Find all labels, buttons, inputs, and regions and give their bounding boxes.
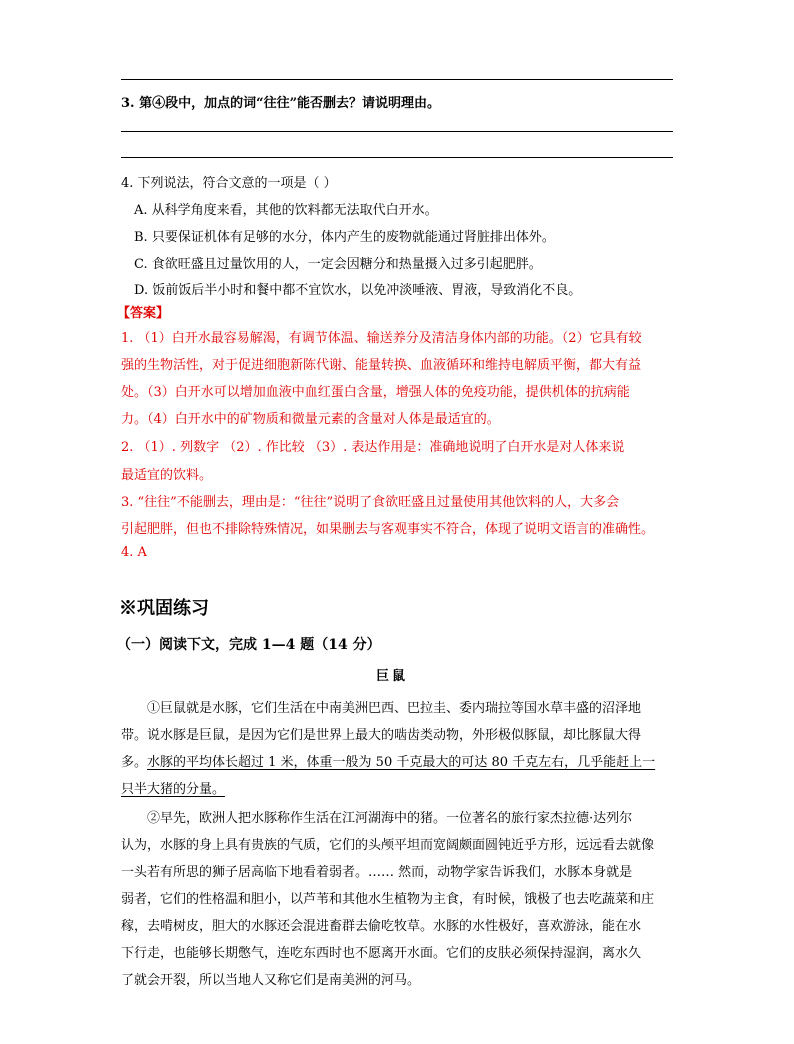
answer-line xyxy=(121,79,673,80)
paragraph-1-underlined: 只半大猪的分量。 xyxy=(121,782,226,797)
answer-line-text: 力。（4）白开水中的矿物质和微量元素的含量对人体是最适宜的。 xyxy=(121,412,500,427)
section-heading: （一）阅读下文，完成 1—4 题（14 分） xyxy=(117,637,381,653)
answer-line-text: 最适宜的饮料。 xyxy=(121,468,213,483)
answer-line-text: 4. A xyxy=(121,545,147,560)
question-3: 3. 第④段中，加点的词“往往”能否删去？请说明理由。 xyxy=(121,96,441,111)
paragraph-1-line: 带。说水豚是巨鼠，是因为它们是世界上最大的啮齿类动物，外形极似豚鼠，却比豚鼠大得 xyxy=(121,728,642,743)
paragraph-2-line: 弱者，它们的性格温和胆小，以芦苇和其他水生植物为主食，有时候，饿极了也去吃蔬菜和庄 xyxy=(121,892,655,907)
answer-line-text: 引起肥胖，但也不排除特殊情况，如果删去与客观事实不符合，体现了说明文语言的准确性。 xyxy=(121,522,655,537)
paragraph-2-line: 认为，水豚的身上具有贵族的气质，它们的头颅平坦而宽阔颇面圆钝近乎方形，远远看去就像 xyxy=(121,838,655,853)
paragraph-1-line: 多。 xyxy=(121,755,148,770)
answer-line-text: 3. “往往”不能删去，理由是：“往往”说明了食欲旺盛且过量使用其他饮料的人，大多会 xyxy=(121,495,620,510)
answer-line-text: 强的生物活性，对于促进细胞新陈代谢、能量转换、血液循环和维持电解质平衡，都大有益 xyxy=(121,358,642,373)
question-4-stem: 4. 下列说法，符合文意的一项是（ ） xyxy=(121,176,337,191)
paragraph-2-line: 稼，去啃树皮，胆大的水豚还会混进畜群去偷吃牧草。水豚的水性极好，喜欢游泳，能在水 xyxy=(121,919,642,934)
answer-line-text: 处。（3）白开水可以增加血液中血红蛋白含量，增强人体的免疫功能，提供机体的抗病能 xyxy=(121,385,630,400)
answer-line-text: 2. （1）. 列数字 （2）. 作比较 （3）. 表达作用是：准确地说明了白开水是对人体来说 xyxy=(121,440,625,455)
answer-line xyxy=(121,131,673,132)
option-b: B. 只要保证机体有足够的水分，体内产生的废物就能通过肾脏排出体外。 xyxy=(134,230,555,245)
paragraph-1-line: ①巨鼠就是水豚，它们生活在中南美洲巴西、巴拉圭、委内瑞拉等国水草丰盛的沼泽地 xyxy=(147,701,642,716)
answer-line xyxy=(121,157,673,158)
practice-heading: ※巩固练习 xyxy=(119,598,209,619)
paragraph-2-line: 下行走，也能够长期憋气，连吃东西时也不愿离开水面。它们的皮肤必须保持湿润，离水久 xyxy=(121,946,642,961)
answer-heading: 【答案】 xyxy=(117,306,170,321)
option-a: A. 从科学角度来看，其他的饮料都无法取代白开水。 xyxy=(134,203,438,218)
paragraph-2-line: 了就会开裂，所以当地人又称它们是南美洲的河马。 xyxy=(121,973,421,988)
article-title: 巨鼠 xyxy=(376,669,409,684)
answer-line-text: 1. （1）白开水最容易解渴，有调节体温、输送养分及清洁身体内部的功能。（2）它具有较 xyxy=(121,331,642,346)
option-d: D. 饭前饭后半小时和餐中都不宜饮水，以免冲淡唾液、胃液，导致消化不良。 xyxy=(134,283,582,298)
option-c: C. 食欲旺盛且过量饮用的人，一定会因糖分和热量摄入过多引起肥胖。 xyxy=(134,257,542,272)
paragraph-2-line: ②早先，欧洲人把水豚称作生活在江河湖海中的猪。一位著名的旅行家杰拉德·达列尔 xyxy=(147,811,633,826)
paragraph-1-underlined: 水豚的平均体长超过 1 米，体重一般为 50 千克最大的可达 80 千克左右，几乎能赶上一 xyxy=(147,755,656,770)
paragraph-2-line: 一头若有所思的狮子居高临下地看着弱者。…… 然而，动物学家告诉我们，水豚本身就是 xyxy=(121,865,633,880)
